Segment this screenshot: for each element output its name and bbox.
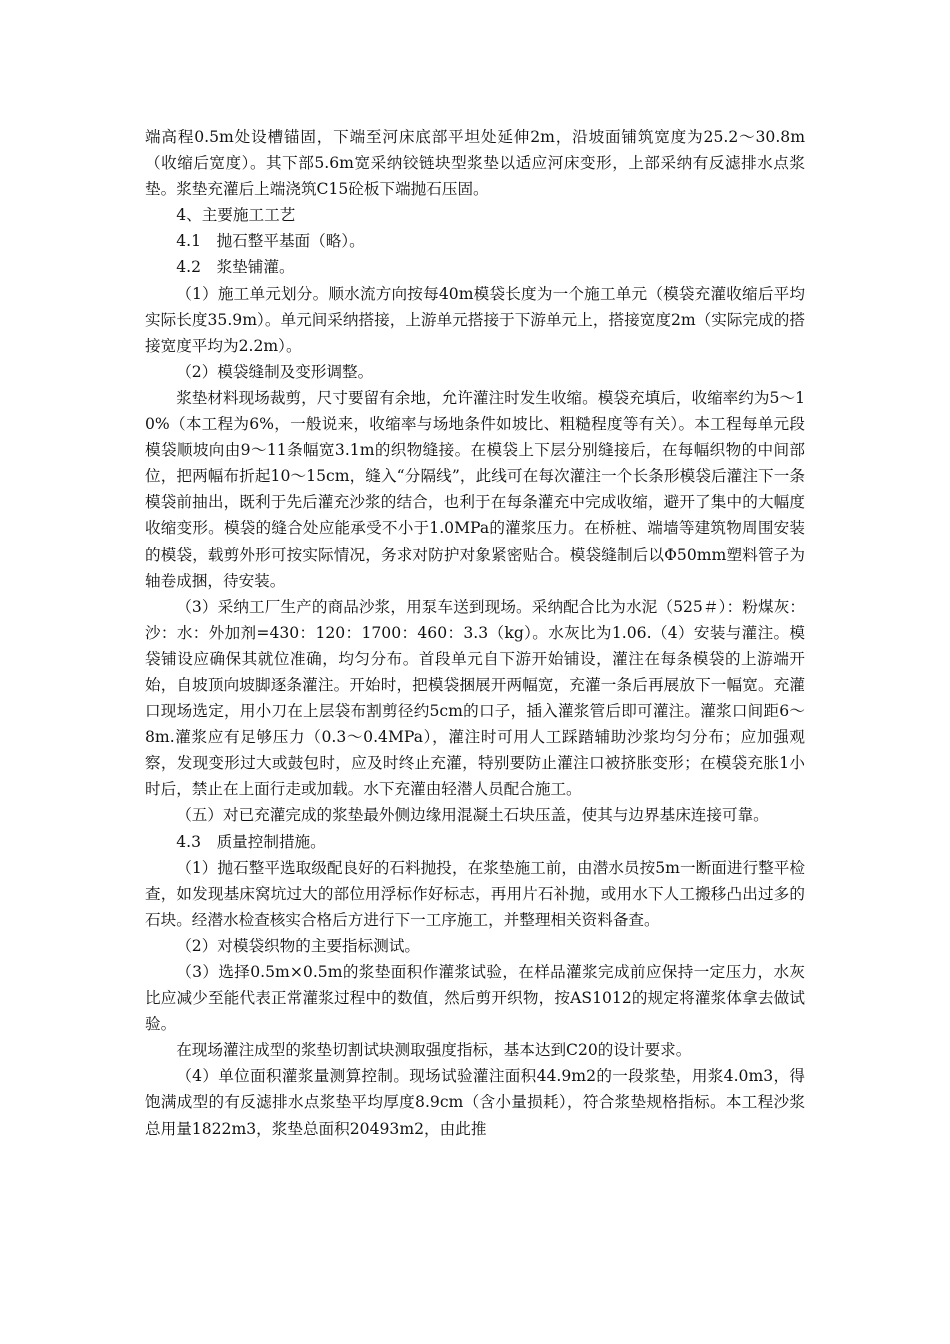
- paragraph-riprap-leveling: （1）抛石整平选取级配良好的石料抛投，在浆垫施工前，由潜水员按5m一断面进行整平检查，如发现基床窝坑过大的部位用浮标作好标志，再用片石补抛，或用水下人工搬移凸出过多的石块。经潜水检查核实合格后方进行下一工序施工，并整理相关资料备查。: [145, 858, 805, 929]
- subsection-heading-4-3: 4.3 质量控制措施。: [176, 832, 326, 851]
- section-heading-main-process: 4、主要施工工艺: [176, 206, 296, 225]
- paragraph-grout-quantity: （4）单位面积灌浆量测算控制。现场试验灌注面积44.9m2的一段浆垫，用浆4.0m3，得饱满成型的有反滤排水点浆垫平均厚度8.9cm（含小量损耗），符合浆垫规格指标。本工程沙浆总用量1822m3，浆垫总面积20493m2，由此推: [145, 1067, 805, 1138]
- subsection-heading-4-2: 4.2 浆垫铺灌。: [176, 258, 295, 277]
- paragraph-bag-sewing-heading: （2）模袋缝制及变形调整。: [176, 362, 374, 381]
- paragraph-fabric-test: （2）对模袋织物的主要指标测试。: [176, 936, 421, 955]
- paragraph-unit-division: （1）施工单元划分。顺水流方向按每40m模袋长度为一个施工单元（模袋充灌收缩后平均实际长度35.9m）。单元间采纳搭接，上游单元搭接于下游单元上，搭接宽度2m（实际完成的搭接宽度平均为2.2m）。: [145, 284, 805, 355]
- document-body: [145, 124, 805, 1142]
- paragraph-edge-cover: （五）对已充灌完成的浆垫最外侧边缘用混凝土石块压盖，使其与边界基床连接可靠。: [176, 806, 769, 825]
- paragraph-bag-sewing-detail: 浆垫材料现场裁剪，尺寸要留有余地，允许灌注时发生收缩。模袋充填后，收缩率约为5～10%（本工程为6%，一般说来，收缩率与场地条件如坡比、粗糙程度等有关）。本工程每单元段模袋顺坡向由9～11条幅宽3.1m的织物缝接。在模袋上下层分别缝接后，在每幅织物的中间部位，把两幅布折起10～15cm，缝入“分隔线”，此线可在每次灌注一个长条形模袋后灌注下一条模袋前抽出，既利于先后灌充沙浆的结合，也利于在每条灌充中完成收缩，避开了集中的大幅度收缩变形。模袋的缝合处应能承受不小于1.0MPa的灌浆压力。在桥桩、端墙等建筑物周围安装的模袋，载剪外形可按实际情况，务求对防护对象紧密贴合。模袋缝制后以Φ50mm塑料管子为轴卷成捆，待安装。: [145, 388, 805, 590]
- paragraph-continuation: 端高程0.5m处设槽锚固，下端至河床底部平坦处延伸2m，沿坡面铺筑宽度为25.2～30.8m（收缩后宽度）。其下部5.6m宽采纳铰链块型浆垫以适应河床变形，上部采纳有反滤排水点浆垫。浆垫充灌后上端浇筑C15砼板下端抛石压固。: [145, 128, 805, 199]
- paragraph-strength-result: 在现场灌注成型的浆垫切割试块测取强度指标，基本达到C20的设计要求。: [176, 1041, 692, 1060]
- paragraph-grouting-trial: （3）选择0.5m×0.5m的浆垫面积作灌浆试验，在样品灌浆完成前应保持一定压力，水灰比应减少至能代表正常灌浆过程中的数值，然后剪开织物，按AS1012的规定将灌浆体拿去做试验。: [145, 963, 805, 1034]
- subsection-heading-4-1: 4.1 抛石整平基面（略）。: [176, 232, 365, 251]
- paragraph-mortar-and-grouting: （3）采纳工厂生产的商品沙浆，用泵车送到现场。采纳配合比为水泥（525＃）：粉煤灰：沙：水：外加剂=430：120：1700：460：3.3（kg）。水灰比为1.06.（4）安装与灌注。模袋铺设应确保其就位准确，均匀分布。首段单元自下游开始铺设，灌注在每条模袋的上游端开始，自坡顶向坡脚逐条灌注。开始时，把模袋捆展开两幅宽，充灌一条后再展放下一幅宽。充灌口现场选定，用小刀在上层袋布割剪径约5cm的口子，插入灌浆管后即可灌注。灌浆口间距6～8m.灌浆应有足够压力（0.3～0.4MPa），灌注时可用人工踩踏辅助沙浆均匀分布；应加强观察，发现变形过大或鼓包时，应及时终止充灌，特别要防止灌注口被挤胀变形；在模袋充胀1小时后，禁止在上面行走或加载。水下充灌由轻潜人员配合施工。: [145, 597, 805, 799]
